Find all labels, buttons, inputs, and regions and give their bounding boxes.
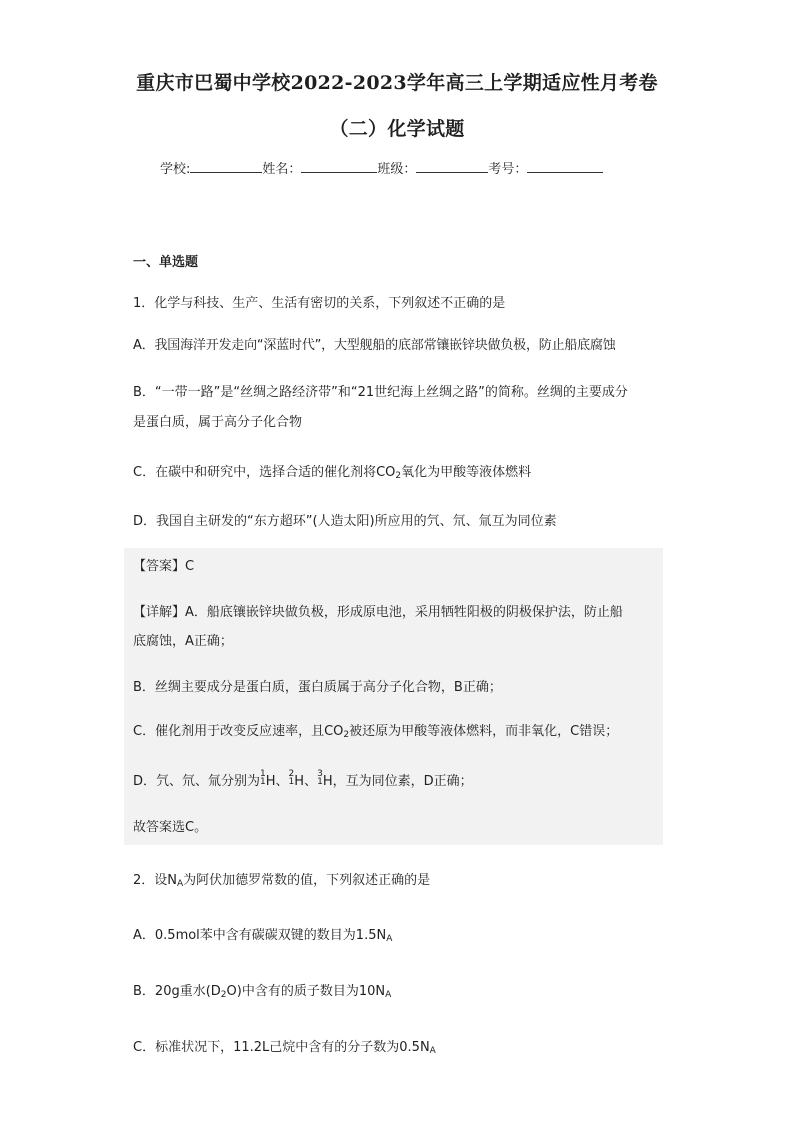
document-title-line2: （二）化学试题 xyxy=(329,118,465,140)
question-1-option-b-line1: B．“一带一路”是“丝绸之路经济带”和“21世纪海上丝绸之路”的简称。丝绸的主要成分 xyxy=(133,385,628,400)
question-1-option-c xyxy=(133,461,663,488)
detail-line2: 底腐蚀，A正确； xyxy=(133,634,233,649)
question-1-option-d: D．我国自主研发的“东方超环”(人造太阳)所应用的氕、氘、氚互为同位素 xyxy=(133,514,557,529)
section-heading: 一、单选题 xyxy=(133,255,199,270)
document-title-line1: 重庆市巴蜀中学校2022-2023学年高三上学期适应性月考卷 xyxy=(136,72,658,94)
q2-stem-text: 2．设N xyxy=(133,873,177,888)
q2-option-b-text: B．20g重水(D xyxy=(133,984,221,999)
option-c-text: C．在碳中和研究中，选择合适的催化剂将CO xyxy=(133,465,396,480)
subscript: 2 xyxy=(220,990,227,1000)
detail-line1: 【详解】A．船底镶嵌锌块做负极，形成原电池，采用牺牲阳极的阴极保护法，防止船 xyxy=(133,605,623,620)
detail-b: B．丝绸主要成分是蛋白质，蛋白质属于高分子化合物，B正确； xyxy=(133,680,502,695)
subscript: 2 xyxy=(395,471,402,481)
student-info-row xyxy=(160,158,603,177)
detail-c-text-post: 被还原为甲酸等液体燃料，而非氧化，C错误； xyxy=(349,724,619,739)
question-1-option-b-line2: 是蛋白质，属于高分子化合物 xyxy=(133,415,303,430)
option-c-text-post: 氧化为甲酸等液体燃料 xyxy=(401,465,532,480)
subscript: 2 xyxy=(343,730,350,740)
isotope-symbol: H xyxy=(265,774,276,789)
q2-option-b-text-mid: O)中含有的质子数目为10N xyxy=(226,984,386,999)
exam-no-blank xyxy=(527,160,603,173)
isotope-mass-3: 3 1 xyxy=(317,769,323,787)
detail-d-text: D．氕、氘、氚分别为 xyxy=(133,774,261,789)
class-blank xyxy=(416,160,488,173)
isotope-symbol: H xyxy=(322,774,333,789)
subscript: A xyxy=(429,1046,436,1056)
detail-d-text-post: ，互为同位素，D正确； xyxy=(332,774,473,789)
class-label: 班级： xyxy=(377,162,417,177)
conclusion: 故答案选C。 xyxy=(133,820,208,835)
subscript: A xyxy=(177,879,184,889)
isotope-mass-2: 2 1 xyxy=(288,769,295,787)
detail-c-text: C．催化剂用于改变反应速率，且CO xyxy=(133,724,344,739)
detail-c xyxy=(133,720,663,747)
exam-no-label: 考号： xyxy=(488,162,528,177)
name-blank xyxy=(301,160,377,173)
q2-option-a-text: A．0.5mol苯中含有碳碳双键的数目为1.5N xyxy=(133,928,387,943)
question-1-option-a: A．我国海洋开发走向“深蓝时代”，大型舰船的底部常镶嵌锌块做负极，防止船底腐蚀 xyxy=(133,338,616,353)
subscript: A xyxy=(385,990,392,1000)
school-label: 学校: xyxy=(160,162,191,177)
question-2-option-a xyxy=(133,924,663,951)
question-2-stem xyxy=(133,869,663,896)
separator: 、 xyxy=(275,774,289,789)
q2-stem-text-post: 为阿伏加德罗常数的值，下列叙述正确的是 xyxy=(183,873,431,888)
name-label: 姓名： xyxy=(262,162,302,177)
separator: 、 xyxy=(304,774,318,789)
question-2-option-b xyxy=(133,980,663,1007)
detail-d xyxy=(133,770,663,794)
q2-option-c-text: C．标准状况下，11.2L己烷中含有的分子数为0.5N xyxy=(133,1040,430,1055)
isotope-symbol: H xyxy=(294,774,305,789)
answer-line: 【答案】C xyxy=(133,559,195,574)
isotope-mass-1: 1 1 xyxy=(260,769,266,787)
school-blank xyxy=(190,160,262,173)
question-1-stem: 1．化学与科技、生产、生活有密切的关系，下列叙述不正确的是 xyxy=(133,296,506,311)
question-2-option-c xyxy=(133,1036,663,1063)
subscript: A xyxy=(386,934,393,944)
